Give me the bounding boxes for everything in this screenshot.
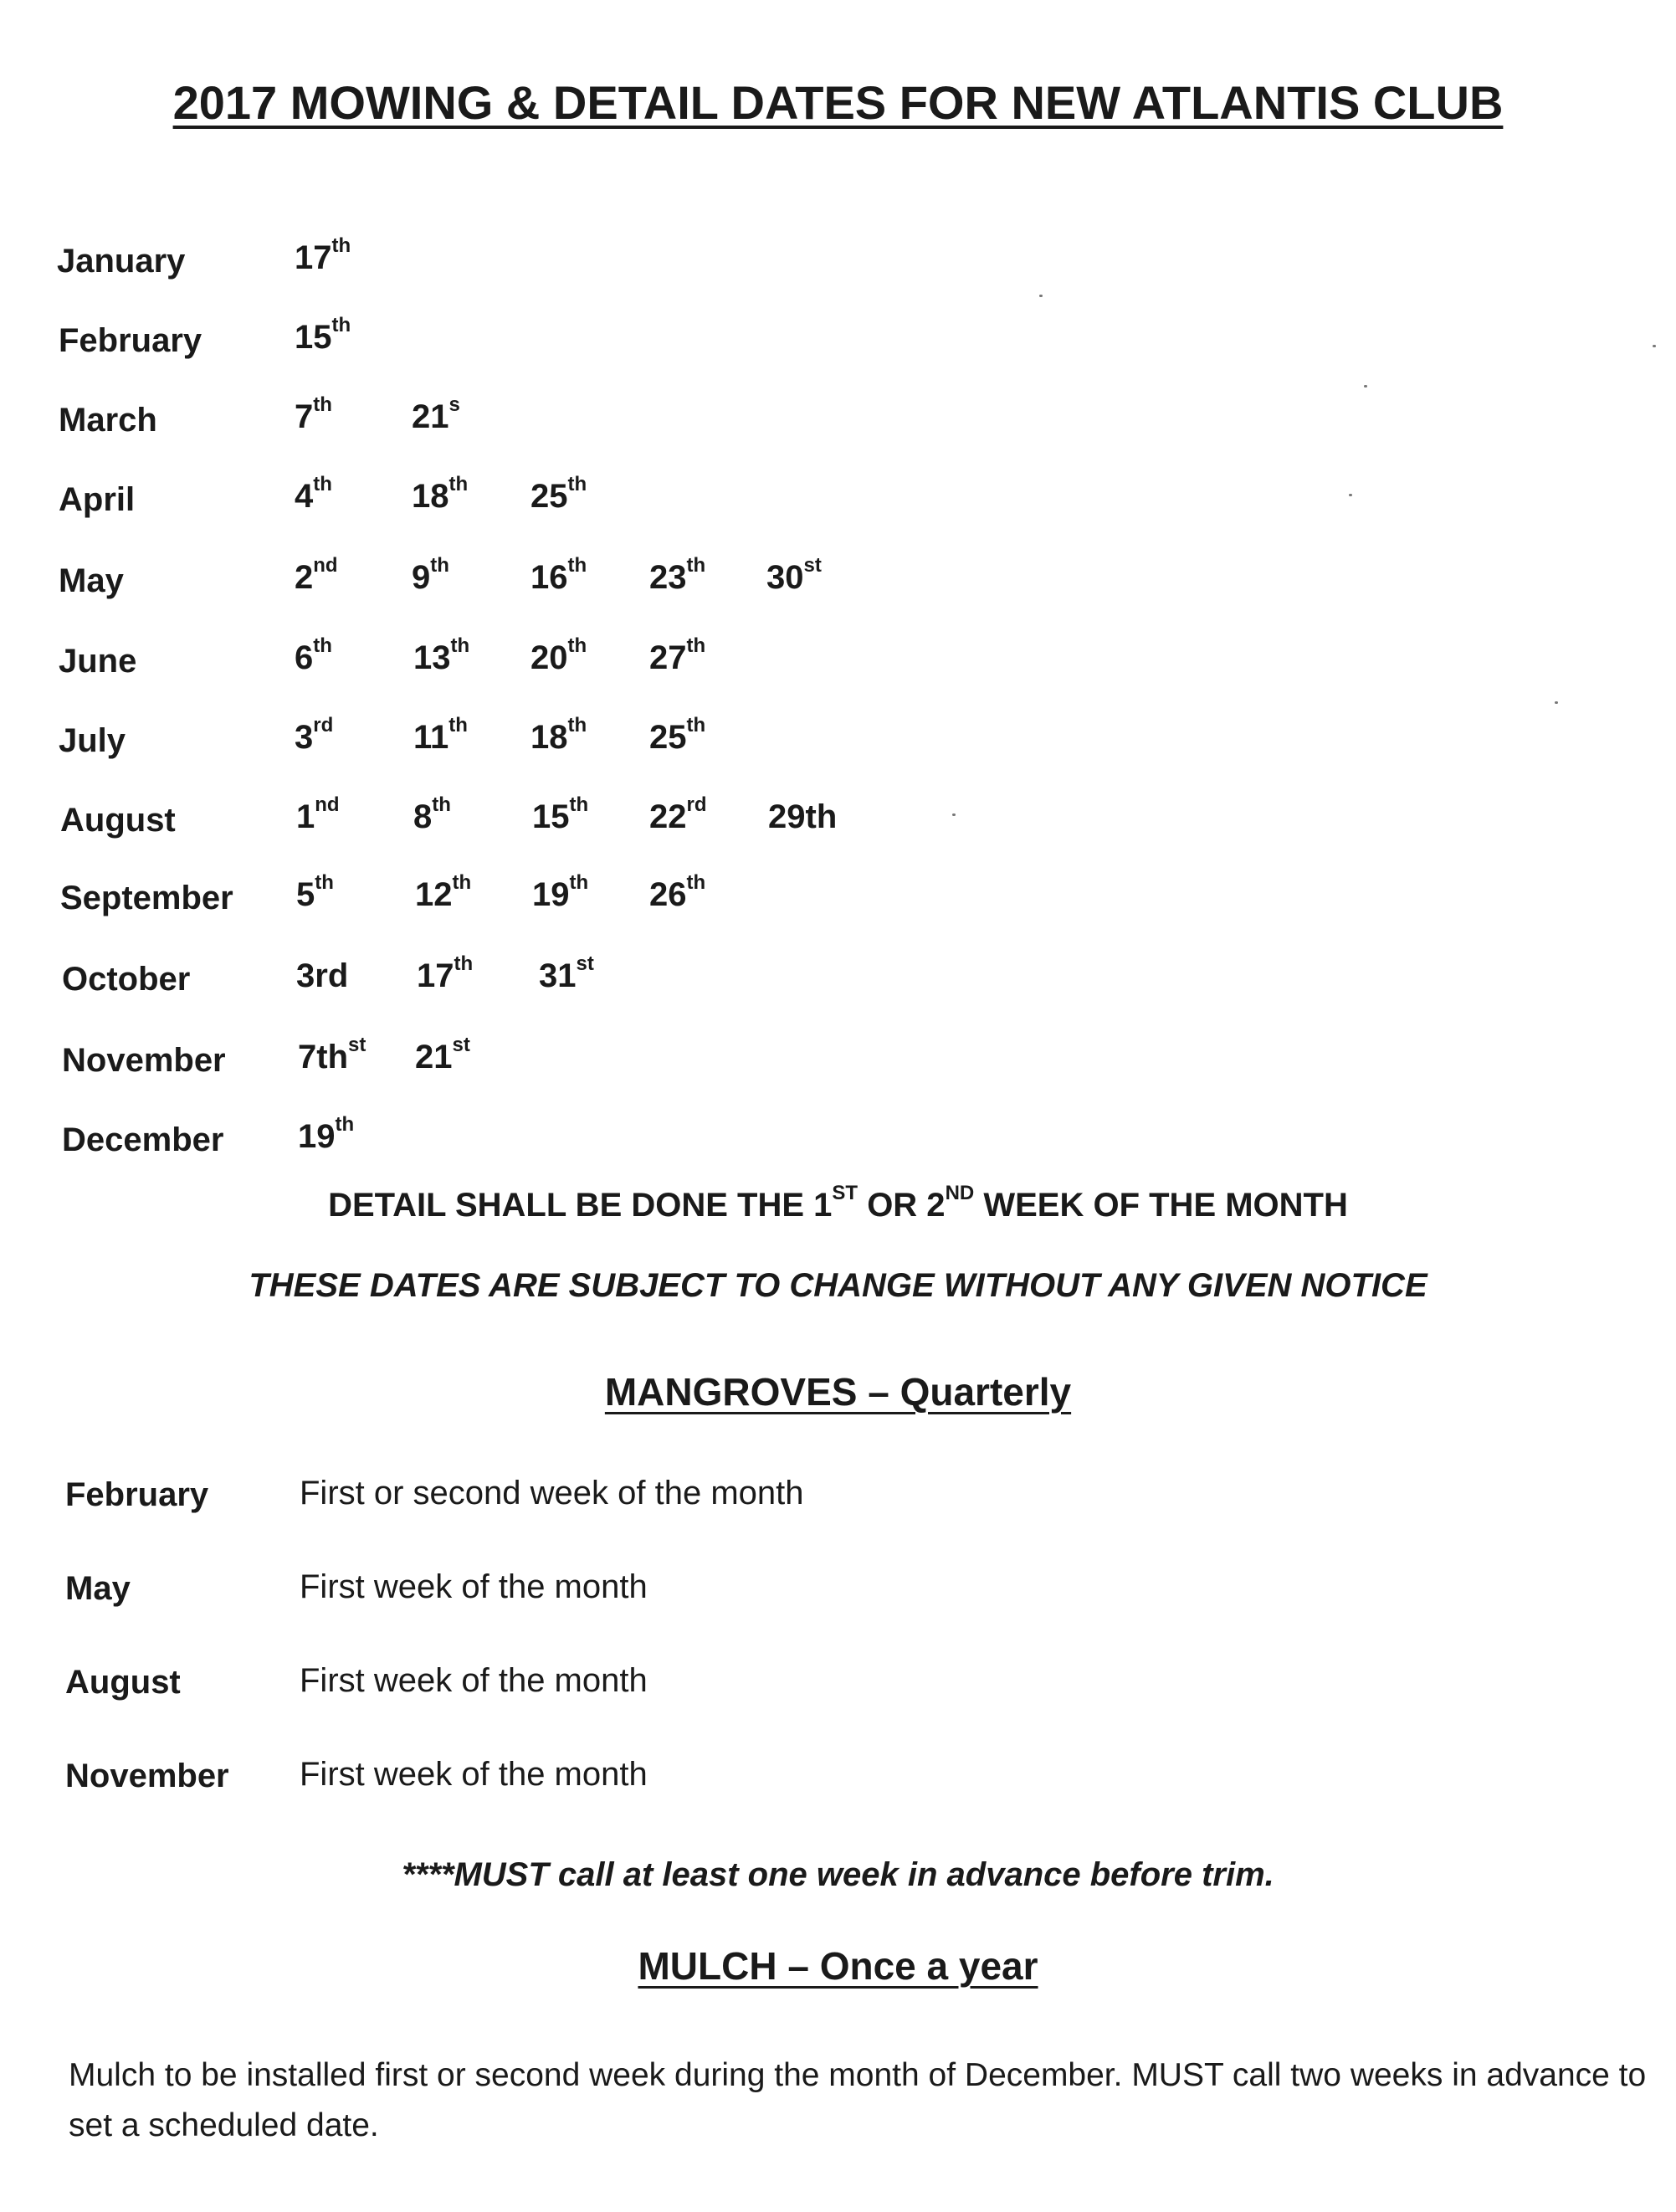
schedule-date xyxy=(649,793,707,836)
mangroves-note: ****MUST call at least one week in advance before trim. xyxy=(402,1856,1274,1893)
scan-speck xyxy=(1349,494,1352,496)
date-number: 22 xyxy=(649,798,687,835)
date-number: 30 xyxy=(766,559,804,596)
date-number: 19 xyxy=(298,1118,336,1155)
date-number: 19 xyxy=(532,876,570,913)
schedule-month: July xyxy=(59,722,126,759)
date-suffix: th xyxy=(430,554,449,577)
date-number: 9 xyxy=(412,559,431,596)
date-suffix: s xyxy=(448,393,460,416)
schedule-month: February xyxy=(59,322,202,359)
date-suffix: st xyxy=(452,1034,470,1056)
date-suffix: rd xyxy=(313,714,334,736)
date-suffix: th xyxy=(452,871,472,894)
mangroves-timing: First week of the month xyxy=(300,1568,648,1605)
schedule-month: March xyxy=(59,402,157,439)
date-suffix: th xyxy=(686,554,706,577)
date-number: 5 xyxy=(296,876,315,913)
date-suffix: th xyxy=(331,314,351,336)
date-suffix: st xyxy=(803,554,822,577)
schedule-month: May xyxy=(59,562,124,599)
date-suffix: th xyxy=(448,714,468,736)
date-number: 11 xyxy=(413,719,449,756)
date-suffix: th xyxy=(567,714,587,736)
schedule-date xyxy=(530,634,587,677)
mangroves-timing: First or second week of the month xyxy=(300,1475,804,1511)
date-suffix: th xyxy=(686,634,706,657)
schedule-date xyxy=(415,871,472,914)
date-number: 2 xyxy=(295,559,314,596)
date-number: 21 xyxy=(415,1039,453,1075)
schedule-date xyxy=(530,714,587,757)
date-suffix: th xyxy=(567,473,587,495)
date-number: 15 xyxy=(532,798,570,835)
schedule-date xyxy=(649,554,706,597)
schedule-date xyxy=(295,234,351,277)
schedule-month: October xyxy=(62,961,191,998)
schedule-date xyxy=(649,871,706,914)
mangroves-heading: MANGROVES – Quarterly xyxy=(604,1370,1072,1414)
date-suffix: th xyxy=(315,871,334,894)
schedule-date xyxy=(413,634,470,677)
date-number: 26 xyxy=(649,876,687,913)
date-suffix: th xyxy=(313,393,332,416)
schedule-date xyxy=(295,634,332,677)
schedule-month: November xyxy=(62,1042,226,1079)
scan-speck xyxy=(1653,345,1656,347)
date-number: 12 xyxy=(415,876,453,913)
schedule-month: April xyxy=(59,481,136,518)
schedule-date xyxy=(296,871,334,914)
mangroves-timing: First week of the month xyxy=(300,1756,648,1793)
schedule-date xyxy=(295,314,351,357)
schedule-month: June xyxy=(59,643,137,680)
date-suffix: nd xyxy=(313,554,338,577)
schedule-month: December xyxy=(62,1121,224,1158)
date-suffix: nd xyxy=(315,793,340,816)
date-number: 23 xyxy=(649,559,687,596)
schedule-date xyxy=(295,714,334,757)
mulch-description: Mulch to be installed first or second week during the month of December. MUST call two weeks in advance to set a scheduled date. xyxy=(69,2057,1647,2143)
schedule-date xyxy=(412,554,449,597)
schedule-date xyxy=(766,554,822,597)
date-number: 31 xyxy=(539,957,577,994)
mangroves-timing: First week of the month xyxy=(300,1662,648,1699)
schedule-date xyxy=(539,952,594,995)
date-suffix: th xyxy=(686,871,706,894)
schedule-date xyxy=(532,871,589,914)
scan-speck xyxy=(952,813,956,816)
schedule-date xyxy=(412,393,460,436)
date-suffix: th xyxy=(569,871,589,894)
schedule-date xyxy=(412,473,469,516)
date-suffix: th xyxy=(569,793,589,816)
date-number: 7th xyxy=(298,1039,348,1075)
schedule-date xyxy=(295,473,332,516)
date-number: 18 xyxy=(412,478,449,515)
date-number: 13 xyxy=(413,639,451,676)
date-number: 3 xyxy=(295,719,314,756)
date-suffix: th xyxy=(567,634,587,657)
schedule-date xyxy=(417,952,474,995)
schedule-date xyxy=(530,473,587,516)
date-number: 1 xyxy=(296,798,315,835)
schedule-date xyxy=(530,554,587,597)
date-number: 15 xyxy=(295,319,332,356)
change-notice: THESE DATES ARE SUBJECT TO CHANGE WITHOUT ANY GIVEN NOTICE xyxy=(249,1267,1427,1304)
schedule-month: January xyxy=(57,243,186,280)
date-number: 29th xyxy=(768,798,838,835)
schedule-date xyxy=(413,714,468,757)
date-suffix: st xyxy=(576,952,594,975)
date-suffix: th xyxy=(454,952,474,975)
date-number: 7 xyxy=(295,398,314,435)
date-number: 20 xyxy=(530,639,568,676)
date-suffix: th xyxy=(567,554,587,577)
date-number: 6 xyxy=(295,639,314,676)
mangroves-month: May xyxy=(65,1570,131,1607)
date-suffix: th xyxy=(450,634,470,657)
date-number: 17 xyxy=(295,239,332,276)
date-number: 4 xyxy=(295,478,314,515)
schedule-date xyxy=(415,1034,470,1076)
scan-speck xyxy=(1555,701,1558,704)
detail-note: DETAIL SHALL BE DONE THE 1ST OR 2ND WEEK OF THE MONTH xyxy=(328,1182,1348,1224)
document-title: 2017 MOWING & DETAIL DATES FOR NEW ATLANTIS CLUB xyxy=(172,76,1504,129)
schedule-date xyxy=(296,957,348,995)
date-suffix: th xyxy=(448,473,469,495)
date-suffix: th xyxy=(335,1113,355,1136)
date-number: 27 xyxy=(649,639,687,676)
date-number: 8 xyxy=(413,798,433,835)
mangroves-month: August xyxy=(65,1664,181,1701)
schedule-date xyxy=(298,1113,355,1156)
schedule-date xyxy=(532,793,589,836)
date-number: 21 xyxy=(412,398,449,435)
date-suffix: st xyxy=(348,1034,366,1056)
date-suffix: rd xyxy=(686,793,707,816)
mulch-heading: MULCH – Once a year xyxy=(638,1944,1038,1988)
date-number: 16 xyxy=(530,559,568,596)
schedule-month: August xyxy=(60,802,176,839)
scan-speck xyxy=(1039,295,1043,297)
scan-speck xyxy=(1364,385,1367,387)
mangroves-month: February xyxy=(65,1476,209,1513)
schedule-month: September xyxy=(60,880,233,916)
schedule-date xyxy=(295,554,338,597)
date-suffix: th xyxy=(313,634,332,657)
date-number: 3rd xyxy=(296,957,349,994)
schedule-date xyxy=(768,798,837,836)
date-number: 18 xyxy=(530,719,568,756)
mangroves-month: November xyxy=(65,1758,229,1794)
date-suffix: th xyxy=(686,714,706,736)
date-suffix: th xyxy=(432,793,451,816)
date-number: 17 xyxy=(417,957,454,994)
schedule-date xyxy=(649,714,706,757)
date-suffix: th xyxy=(331,234,351,257)
schedule-date xyxy=(295,393,332,436)
schedule-date xyxy=(296,793,340,836)
date-number: 25 xyxy=(649,719,687,756)
schedule-date xyxy=(649,634,706,677)
schedule-date xyxy=(298,1034,366,1076)
schedule-date xyxy=(413,793,451,836)
date-suffix: th xyxy=(313,473,332,495)
date-number: 25 xyxy=(530,478,568,515)
